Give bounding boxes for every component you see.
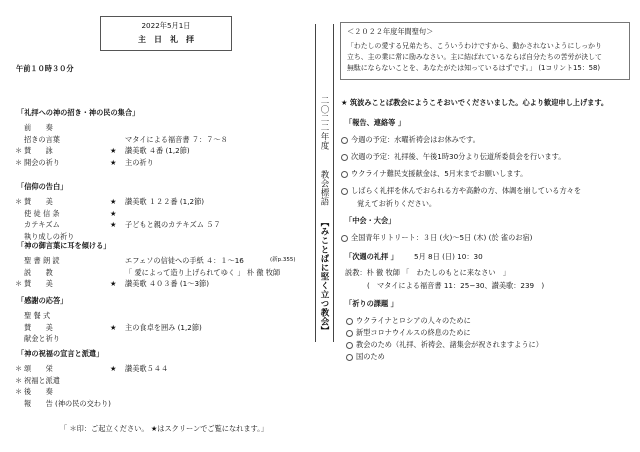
- screen-mark: ★: [110, 197, 117, 206]
- prayer-item: 教会のため（礼拝、祈祷会、諸集会が祝されますように）: [356, 340, 543, 349]
- annual-verse-line: 「わたしの愛する兄弟たち、こういうわけですから、動かされないようにしっかり: [347, 42, 602, 50]
- standing-mark: ＊: [15, 157, 23, 167]
- screen-mark: ★: [110, 208, 117, 218]
- year-vertical: 二〇二二年度: [319, 96, 329, 150]
- liturgy-item-content: 讃美歌 ４０３番 (1～3節): [125, 279, 210, 288]
- welcome-message: ★ 筑波みことば教会にようこそおいでくださいました。心より歓迎申し上げます。: [341, 98, 609, 107]
- divider-left: [315, 24, 316, 342]
- motto-label-vertical: 教会標語: [319, 170, 329, 206]
- liturgy-item-name: 賛 美: [24, 279, 53, 288]
- annual-verse-line: 無駄にならないことを、あなたがたは知っているはずです。」 (1コリント15：58): [347, 64, 601, 72]
- screen-mark: ★: [110, 364, 117, 373]
- liturgy-item-name: 開会の祈り: [24, 157, 60, 167]
- liturgy-item-name: 献金と祈り: [24, 334, 60, 343]
- liturgy-item-name: 賛 美: [24, 197, 53, 206]
- order-section-heading: 「信仰の告白」: [17, 182, 68, 191]
- liturgy-item-name: 聖 書 朗 読: [24, 256, 60, 265]
- prayer-item: ウクライナとロシアの人々のために: [356, 316, 471, 325]
- conference-item: 全国青年リトリート：３日 (火)～5日 (木) (於 雀のお宿): [351, 233, 533, 242]
- service-title: 主 日 礼 拝: [138, 35, 194, 44]
- header-box: [100, 16, 232, 51]
- annual-verse-box: [340, 22, 630, 80]
- service-date: 2022年5月1日: [141, 21, 191, 30]
- screen-mark: ★: [110, 146, 117, 155]
- liturgy-item-content: 主の祈り: [125, 157, 154, 167]
- liturgy-item-content: 讃美歌 １２２番 (1,2節): [125, 197, 205, 206]
- liturgy-item-name: 聖 餐 式: [24, 311, 51, 320]
- bullet-circle: [341, 235, 348, 242]
- standing-mark: ＊: [15, 387, 23, 396]
- screen-mark: ★: [110, 322, 117, 332]
- motto-vertical: 【みことばに堅く立つ教会】: [319, 218, 329, 335]
- notice-item-continuation: 覚えてお祈りください。: [357, 199, 437, 208]
- liturgy-item-name: 賛 美: [24, 322, 53, 332]
- notice-item: 次週の予定：礼拝後、午後1時30分より伝道所委員会を行います。: [351, 152, 566, 161]
- liturgy-item-name: 招きの言葉: [24, 134, 60, 144]
- liturgy-item-content: 「 愛によって造り上げられてゆく 」 朴 徹 牧師: [125, 267, 281, 277]
- bullet-circle: [346, 342, 353, 349]
- footnote: 「 ＊印：ご起立ください。 ★はスクリーンでご覧になれます。」: [60, 424, 268, 433]
- liturgy-item-name: 祝福と派遣: [24, 375, 60, 385]
- liturgy-item-content: マタイによる福音書 ７：７～８: [125, 134, 228, 144]
- liturgy-item-name: 説 教: [24, 267, 53, 277]
- liturgy-item-name: 報 告 (神の民の交わり): [24, 398, 111, 408]
- next-service-reading: ( マタイによる福音書 11：25−30、讃美歌：239 ): [367, 281, 545, 290]
- next-service-title: 「次週の礼拝 」: [345, 252, 398, 261]
- liturgy-item-content: 讃美歌５４４: [125, 364, 169, 373]
- screen-mark: ★: [110, 220, 117, 229]
- notice-item: 今週の予定：水曜祈祷会はお休みです。: [351, 135, 480, 144]
- order-section-heading: 「神の御言葉に耳を傾ける」: [17, 241, 111, 250]
- annual-verse-line: 立ち、主の業に常に励みなさい。主に結ばれているならば自分たちの苦労が決して: [347, 53, 602, 61]
- conference-title: 「中会・大会」: [345, 216, 396, 225]
- liturgy-item-name: 頌 栄: [24, 364, 53, 373]
- liturgy-item-name: 執り成しの祈り: [24, 231, 75, 241]
- liturgy-item-name: 後 奏: [24, 387, 53, 396]
- standing-mark: ＊: [15, 197, 23, 206]
- liturgy-item-content: 子どもと親のカテキズム ５７: [125, 220, 221, 229]
- bullet-circle: [346, 330, 353, 337]
- standing-mark: ＊: [15, 146, 23, 155]
- standing-mark: ＊: [15, 279, 23, 288]
- standing-mark: ＊: [15, 364, 23, 373]
- bullet-circle: [341, 188, 348, 195]
- screen-mark: ★: [110, 157, 117, 167]
- bullet-circle: [341, 154, 348, 161]
- standing-mark: ＊: [15, 375, 23, 385]
- liturgy-item-name: 使 徒 信 条: [24, 208, 60, 218]
- prayer-item: 新型コロナウイルスの終息のために: [356, 328, 471, 337]
- notices-title: 「報告、連絡等 」: [345, 118, 406, 127]
- bullet-circle: [346, 318, 353, 325]
- liturgy-item-name: 賛 詠: [24, 146, 53, 155]
- notice-item: ウクライナ難民支援献金は、5月末までお願いします。: [351, 169, 528, 178]
- liturgy-item-name: 前 奏: [24, 123, 53, 132]
- bullet-circle: [346, 354, 353, 361]
- liturgy-item-content: 讃美歌 ４番 (1,2節): [125, 146, 190, 155]
- prayer-title: 「祈りの課題 」: [345, 299, 398, 308]
- divider-right: [333, 24, 334, 342]
- page-reference: (新p.355): [270, 257, 296, 263]
- liturgy-item-name: カテキズム: [24, 220, 60, 229]
- notice-item: しばらく礼拝を休んでおられる方や高齢の方、体調を崩している方々を: [351, 186, 582, 195]
- next-service-datetime: 5月 8日 (日) 10：30: [414, 252, 483, 261]
- service-time: 午前１０時３０分: [16, 64, 74, 73]
- annual-verse-title: ＜２０２２年度年間聖句＞: [347, 27, 434, 36]
- bullet-circle: [341, 171, 348, 178]
- order-section-heading: 「神の祝福の宣言と派遣」: [17, 349, 104, 358]
- prayer-item: 国のため: [356, 352, 385, 361]
- order-section-heading: 「感謝の応答」: [17, 296, 68, 305]
- liturgy-item-content: 主の食卓を囲み (1,2節): [125, 322, 202, 332]
- bullet-circle: [341, 137, 348, 144]
- next-service-sermon: 説教：朴 徹 牧師 「 わたしのもとに来なさい 」: [345, 268, 510, 277]
- order-section-heading: 「礼拝への神の招き・神の民の集合」: [17, 108, 140, 117]
- liturgy-item-content: エフェソの信徒への手紙 ４：１～16: [125, 256, 244, 265]
- screen-mark: ★: [110, 279, 117, 288]
